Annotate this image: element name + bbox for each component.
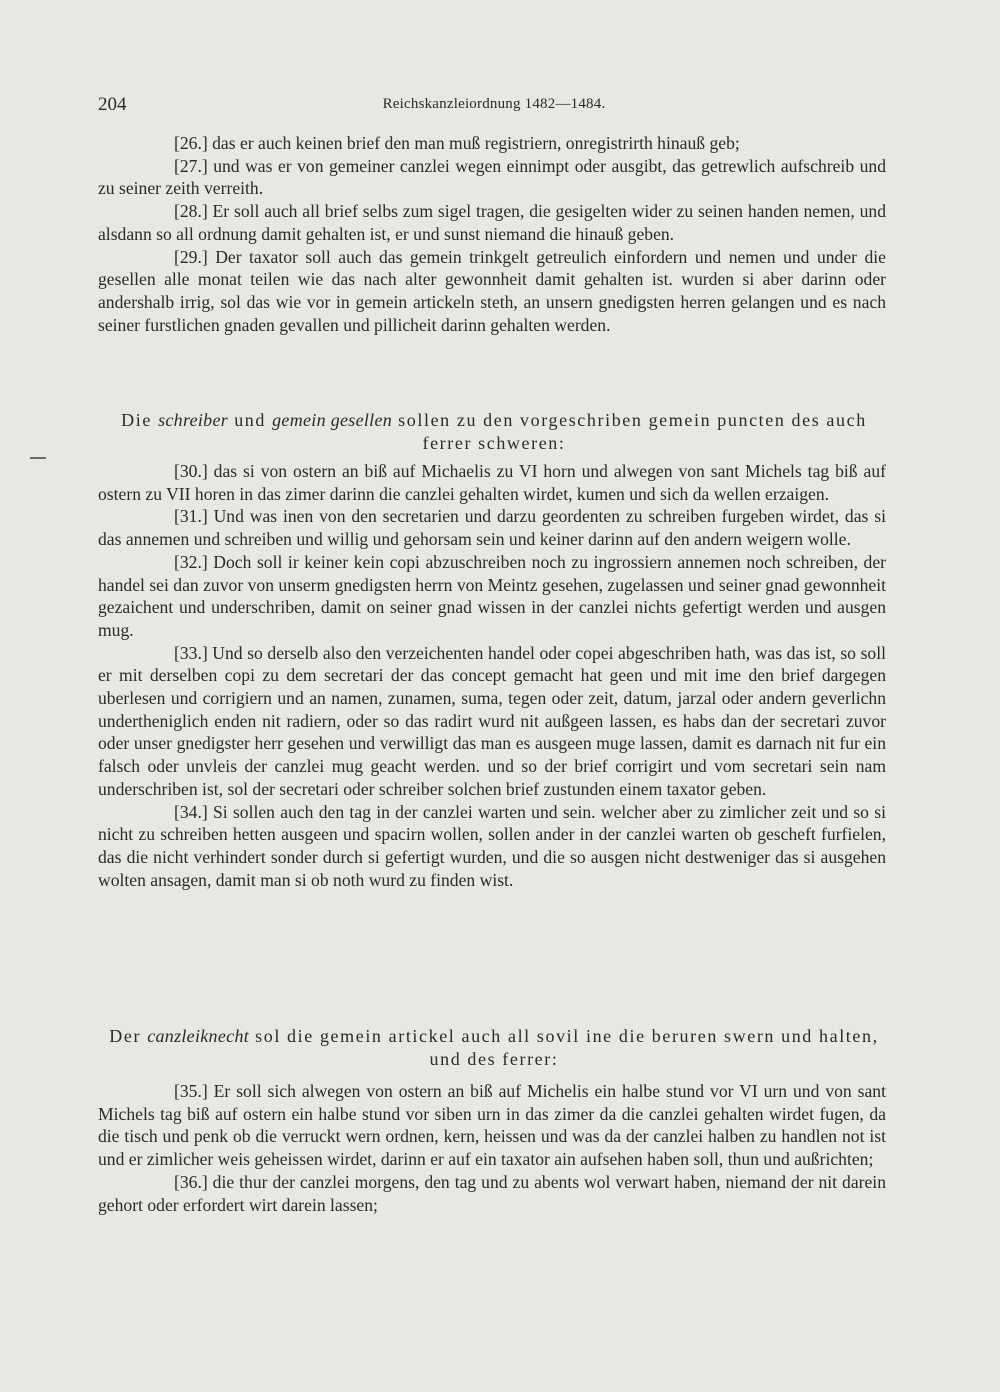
paragraph-31: [31.] Und was inen von den secretarien und darzu geordenten zu schreiben furgeben wirdet, das si das annemen und schreiben und willig und gehorsam sein und keiner darinn auf den andern weigern wolle. xyxy=(98,506,886,550)
running-title: Reichskanzleiordnung 1482—1484. xyxy=(382,96,606,112)
heading2-suffix: sol die gemein artickel auch all sovil ine die beruren swern und halten, und des ferrer: xyxy=(255,1026,879,1069)
section-heading-schreiber xyxy=(98,409,890,455)
paragraph-27: [27.] und was er von gemeiner canzlei wegen einnimpt oder ausgibt, das getrewlich aufschreib und zu seiner zeith verreith. xyxy=(98,155,886,199)
margin-dash xyxy=(30,457,46,459)
paragraph-26: [26.] das er auch keinen brief den man muß registriern, onregistrirth hinauß geb; xyxy=(174,133,740,153)
section-heading-canzleiknecht xyxy=(98,1025,890,1071)
heading-italic-gesellen: gemein gesellen xyxy=(272,410,393,430)
heading-suffix: sollen zu den vorgeschriben gemein puncten des auch ferrer schweren: xyxy=(398,410,867,453)
paragraph-28: [28.] Er soll auch all brief selbs zum sigel tragen, die gesigelten wider zu seinen handen nemen, und alsdann so all ordnung damit gehalten ist, er und sunst niemand die hinauß geben. xyxy=(98,201,886,244)
paragraph-35: [35.] Er soll sich alwegen von ostern an biß auf Michelis ein halbe stund vor VI urn und von sant Michels tag biß auf ostern ein halbe stund vor siben urn in das zimer da die canzlei gehalten wirdet fugen, da die tisch und penk ob die verruckt wern ordnen, kern, heissen und was da der canzlei halben zu handlen not ist und er zimlicher weis geheissen wirdet, darinn er auf ein taxator ain aufsehen haben soll, thun und außrichten; xyxy=(98,1081,886,1170)
section-articles-35-36 xyxy=(98,1080,886,1216)
paragraph-34: [34.] Si sollen auch den tag in der canzlei warten und sein. welcher aber zu zimlicher zeit und so si nicht zu schreiben hetten ausgeen und spacirn wollen, sollen ander in der canzlei warten ob gescheft furfielen, das die nicht verhindert sonder durch si gefertigt wurden, und die so ausgen nicht destweniger das si ausgehen wolten ansagen, damit man si ob noth wurd zu finden wist. xyxy=(98,801,886,890)
page-number: 204 xyxy=(98,94,127,115)
paragraph-29: [29.] Der taxator soll auch das gemein trinkgelt getreulich einfordern und nemen und under die gesellen alle monat teilen wie das nach alter gewonnheit damit gehalten ist. wurden si aber darinn oder andershalb irrig, sol das wie vor in gemein artickeln steth, an unsern gnedigsten herren gelangen und es nach seiner furstlichen gnaden gevallen und pillicheit darinn gehalten werden. xyxy=(98,246,886,335)
paragraph-32: [32.] Doch soll ir keiner kein copi abzuschreiben noch zu ingrossiern annemen noch schreiben, der handel sei dan zuvor von unserm gnedigsten herrn von Meintz gesehen, zugelassen und seiner gnad gewonnheit gezaichent und underschriben, damit on seiner gnad wissen in der canzlei nichts gefertigt werden und ausgen mug. xyxy=(98,551,886,640)
paragraph-36: [36.] die thur der canzlei morgens, den tag und zu abents wol verwart haben, niemand der nit darein gehort oder erfordert wirt darein lassen; xyxy=(98,1171,886,1215)
heading-middle: und xyxy=(234,410,266,430)
heading-italic-schreiber: schreiber xyxy=(158,410,229,430)
heading-prefix: Die xyxy=(121,410,152,430)
section-articles-26-29 xyxy=(98,132,886,336)
paragraph-30: [30.] das si von ostern an biß auf Michaelis zu VI horn und alwegen von sant Michels tag biß auf ostern zu VII horen in das zimer darinn die canzlei gehalten wirdet, kumen und sich da wellen erzaigen. xyxy=(98,461,886,504)
section-articles-30-34 xyxy=(98,460,886,891)
heading2-prefix: Der xyxy=(109,1026,142,1046)
heading2-italic-canzleiknecht: canzleiknecht xyxy=(147,1026,250,1046)
paragraph-33: [33.] Und so derselb also den verzeichenten handel oder copei abgeschriben hath, was das ist, so soll er mit derselben copi zu dem secretari der das concept gemacht hat geen und mit ime den brief dargegen uberlesen und corrigiern und an namen, zunamen, suma, tegen oder zeit, datum, jarzal oder andern geverlichn undertheniglich enden nit radiern, oder so das radirt wurd nit außgeen lassen, es habs dan der secretari zuvor oder unser gnedigster herr gesehen und verwilligt das man es ausgeen muge lassen, damit es darnach nit fur ein falsch oder unvleis der canzlei mug geacht werden. und so der brief corrigirt und vom secretari sein nam underschriben ist, sol der secretari oder schreiber solchen brief zustunden einem taxator geben. xyxy=(98,642,886,799)
